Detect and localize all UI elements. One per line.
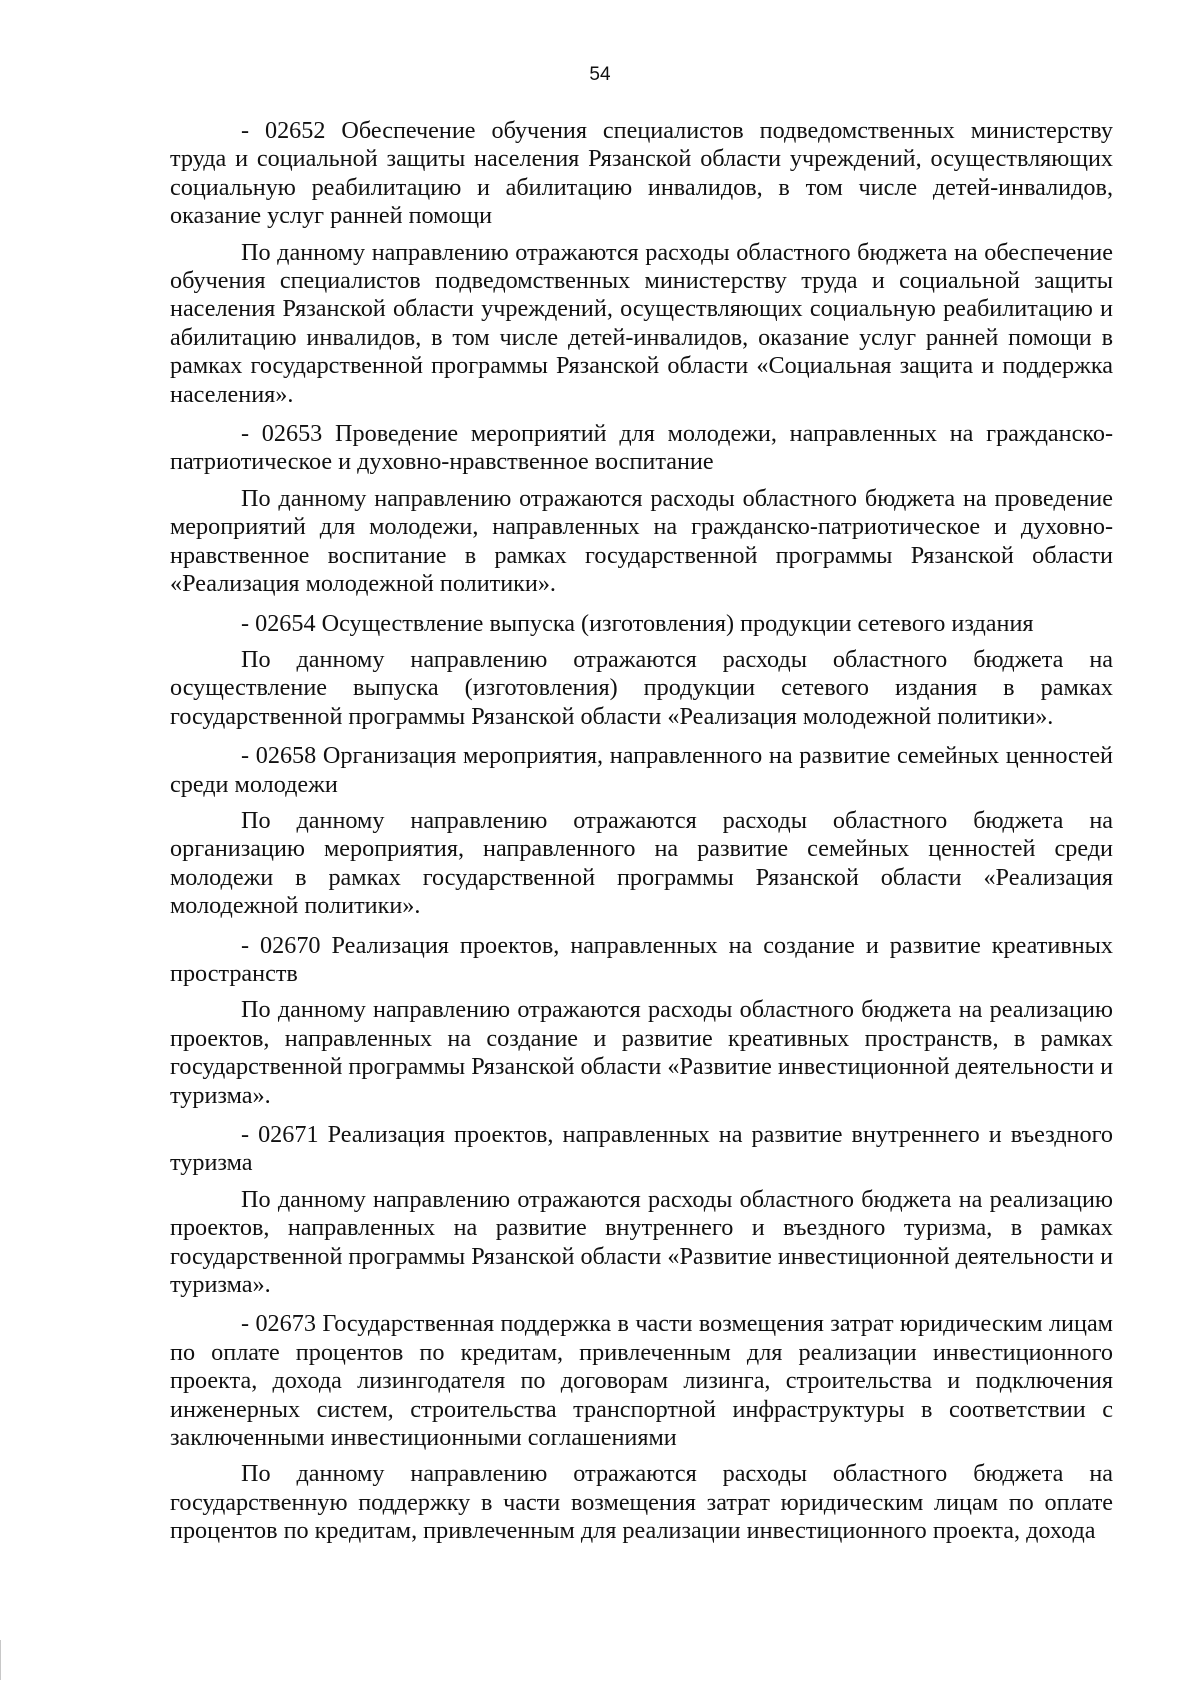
section-body-02673: По данному направлению отражаются расходы областного бюджета на государственную поддержку в части возмещения затрат юридическим лицам по оплате процентов по кредитам, привлеченным для реализации инвестиционного проекта, дохода (170, 1460, 1113, 1545)
section-heading-02670: - 02670 Реализация проектов, направленных на создание и развитие креативных пространств (170, 931, 1113, 987)
section-heading-02673: - 02673 Государственная поддержка в части возмещения затрат юридическим лицам по оплате процентов по кредитам, привлеченным для реализации инвестиционного проекта, дохода лизингодателя по договорам лизинга, строительства и подключения инженерных систем, строительства транспортной инфраструктуры в соответствии с заключенными инвестиционными соглашениями (170, 1310, 1113, 1452)
section-body-02653: По данному направлению отражаются расходы областного бюджета на проведение мероприятий для молодежи, направленных на гражданско-патриотическое и духовно-нравственное воспитание в рамках государственной программы Рязанской области «Реализация молодежной политики». (170, 484, 1113, 598)
page-number: 54 (589, 64, 611, 85)
scan-edge-mark (0, 1640, 1, 1680)
section-body-02654: По данному направлению отражаются расходы областного бюджета на осуществление выпуска (изготовления) продукции сетевого издания в рамках государственной программы Рязанской области «Реализация молодежной политики». (170, 645, 1113, 730)
section-heading-02654: - 02654 Осуществление выпуска (изготовления) продукции сетевого издания (241, 609, 1034, 637)
section-heading-02652: - 02652 Обеспечение обучения специалистов подведомственных министерству труда и социальной защиты населения Рязанской области учреждений, осуществляющих социальную реабилитацию и абилитацию инвалидов, в том числе детей-инвалидов, оказание услуг ранней помощи (170, 117, 1113, 230)
document-body (170, 117, 1113, 1557)
section-body-02658: По данному направлению отражаются расходы областного бюджета на организацию мероприятия, направленного на развитие семейных ценностей среди молодежи в рамках государственной программы Рязанской области «Реализация молодежной политики». (170, 806, 1113, 920)
section-body-02671: По данному направлению отражаются расходы областного бюджета на реализацию проектов, направленных на развитие внутреннего и въездного туризма, в рамках государственной программы Рязанской области «Развитие инвестиционной деятельности и туризма». (170, 1185, 1114, 1299)
section-body-02652: По данному направлению отражаются расходы областного бюджета на обеспечение обучения специалистов подведомственных министерству труда и социальной защиты населения Рязанской области учреждений, осуществляющих социальную реабилитацию и абилитацию инвалидов, в том числе детей-инвалидов, оказание услуг ранней помощи в рамках государственной программы Рязанской области «Социальная защита и поддержка населения». (170, 238, 1113, 408)
section-heading-02658: - 02658 Организация мероприятия, направленного на развитие семейных ценностей среди молодежи (170, 742, 1113, 798)
section-heading-02671: - 02671 Реализация проектов, направленных на развитие внутреннего и въездного туризма (170, 1121, 1113, 1177)
section-body-02670: По данному направлению отражаются расходы областного бюджета на реализацию проектов, направленных на создание и развитие креативных пространств, в рамках государственной программы Рязанской области «Развитие инвестиционной деятельности и туризма». (170, 996, 1114, 1109)
section-heading-02653: - 02653 Проведение мероприятий для молодежи, направленных на гражданско-патриотическое и духовно-нравственное воспитание (170, 420, 1113, 476)
